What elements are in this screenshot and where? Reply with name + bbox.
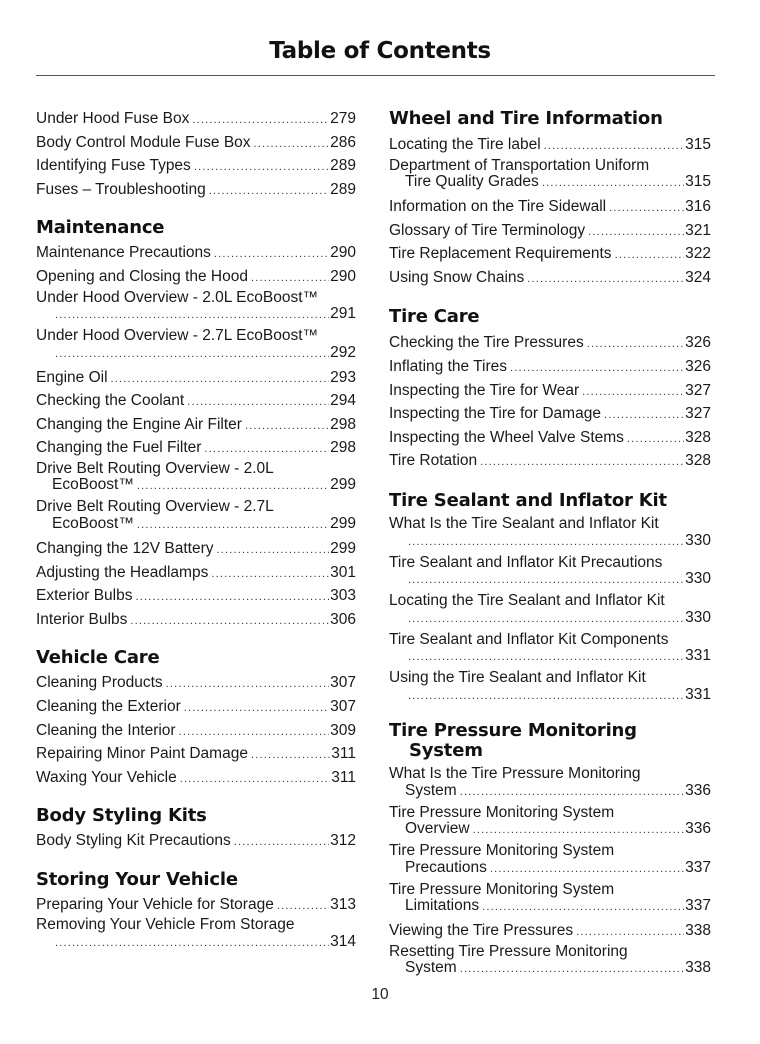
toc-entry-page-number: 307 bbox=[330, 697, 356, 715]
toc-entry-title: Cleaning the Interior bbox=[36, 721, 176, 739]
toc-entry-title: Changing the 12V Battery bbox=[36, 539, 214, 557]
toc-entry-title: Tire Replacement Requirements bbox=[389, 245, 612, 263]
toc-entry-title: What Is the Tire Sealant and Inflator Kit bbox=[389, 515, 659, 533]
toc-entry-title: Under Hood Overview - 2.0L EcoBoost™ bbox=[36, 288, 318, 306]
toc-entry-title: Body Control Module Fuse Box bbox=[36, 133, 251, 151]
toc-entry-page-number: 291 bbox=[330, 305, 356, 323]
dot-leader bbox=[576, 922, 684, 944]
toc-entry[interactable] bbox=[36, 830, 356, 854]
page-title: Table of Contents bbox=[269, 38, 491, 64]
toc-entry-line bbox=[389, 196, 711, 220]
toc-entry-line bbox=[36, 179, 356, 203]
section-heading-continuation: System bbox=[409, 740, 483, 762]
toc-entry-title: Body Styling Kit Precautions bbox=[36, 832, 231, 850]
toc-entry-page-number: 289 bbox=[330, 157, 356, 175]
toc-entry[interactable] bbox=[389, 632, 711, 666]
dot-leader bbox=[408, 534, 684, 551]
toc-entry-title-continuation: Tire Quality Grades bbox=[405, 173, 539, 191]
toc-entry[interactable] bbox=[36, 767, 356, 791]
dot-leader bbox=[527, 269, 684, 291]
toc-entry-page-number: 306 bbox=[330, 610, 356, 628]
toc-entry-page-number: 311 bbox=[331, 768, 356, 786]
toc-entry-title: Maintenance Precautions bbox=[36, 244, 211, 262]
toc-entry[interactable] bbox=[389, 516, 711, 550]
toc-entry-line bbox=[36, 390, 356, 414]
dot-leader bbox=[192, 110, 329, 132]
toc-entry-page-number: 299 bbox=[330, 476, 356, 494]
toc-entry-page-number: 337 bbox=[685, 858, 711, 876]
toc-entry[interactable] bbox=[389, 555, 711, 589]
toc-entry-line bbox=[389, 920, 711, 944]
dot-leader bbox=[408, 572, 684, 589]
toc-entry-title-continuation: EcoBoost™ bbox=[52, 514, 134, 532]
toc-entry-title: Locating the Tire Sealant and Inflator Kit bbox=[389, 592, 665, 610]
toc-entry-line bbox=[389, 174, 711, 192]
toc-entry-title: Adjusting the Headlamps bbox=[36, 563, 209, 581]
toc-entry-title: Engine Oil bbox=[36, 368, 108, 386]
toc-entry-title-continuation: Limitations bbox=[405, 897, 480, 915]
toc-entry-line bbox=[36, 242, 356, 266]
toc-entry-line bbox=[36, 585, 356, 609]
dot-leader bbox=[627, 429, 684, 451]
toc-entry-line bbox=[36, 609, 356, 633]
toc-entry-line bbox=[389, 134, 711, 158]
toc-entry-page-number: 298 bbox=[330, 439, 356, 457]
toc-entry-page-number: 311 bbox=[331, 745, 356, 763]
toc-entry-page-number: 279 bbox=[330, 110, 356, 127]
toc-entry-line bbox=[389, 571, 711, 589]
toc-entry[interactable] bbox=[389, 332, 711, 356]
toc-entry[interactable] bbox=[389, 805, 711, 839]
toc-entry-line bbox=[36, 477, 356, 495]
toc-entry[interactable] bbox=[36, 437, 356, 461]
dot-leader bbox=[254, 134, 330, 156]
toc-entry[interactable] bbox=[389, 220, 711, 244]
toc-entry-title: Tire Sealant and Inflator Kit Components bbox=[389, 630, 669, 648]
dot-leader bbox=[234, 832, 329, 854]
section-heading-text: Body Styling Kits bbox=[36, 805, 207, 827]
dot-leader bbox=[251, 745, 330, 767]
toc-entry[interactable] bbox=[389, 427, 711, 451]
toc-entry[interactable] bbox=[36, 720, 356, 744]
toc-entry-line bbox=[36, 538, 356, 562]
toc-entry-title: Inspecting the Tire for Wear bbox=[389, 381, 580, 399]
toc-entry-line bbox=[36, 767, 356, 791]
toc-entry-title: What Is the Tire Pressure Monitoring bbox=[389, 765, 641, 783]
dot-leader bbox=[214, 244, 329, 266]
toc-entry-title: Resetting Tire Pressure Monitoring bbox=[389, 942, 628, 960]
toc-entry-title: Inflating the Tires bbox=[389, 358, 508, 376]
toc-entry-title: Changing the Fuel Filter bbox=[36, 439, 202, 457]
toc-entry-line bbox=[389, 533, 711, 551]
toc-entry-page-number: 299 bbox=[330, 514, 356, 532]
toc-entry[interactable] bbox=[36, 414, 356, 438]
toc-entry-line bbox=[389, 783, 711, 801]
toc-entry[interactable] bbox=[36, 499, 356, 533]
dot-leader bbox=[217, 540, 330, 562]
dot-leader bbox=[408, 688, 684, 705]
toc-entry-title: Viewing the Tire Pressures bbox=[389, 922, 574, 940]
dot-leader bbox=[130, 611, 329, 633]
toc-entry[interactable] bbox=[389, 196, 711, 220]
toc-entry-title-continuation: Overview bbox=[405, 820, 470, 838]
dot-leader bbox=[460, 961, 684, 978]
toc-entry-line bbox=[389, 356, 711, 380]
toc-entry-page-number: 290 bbox=[330, 244, 356, 262]
toc-entry-title: Fuses – Troubleshooting bbox=[36, 180, 206, 198]
toc-entry-line bbox=[389, 403, 711, 427]
toc-entry[interactable] bbox=[36, 585, 356, 609]
toc-entry-title: Repairing Minor Paint Damage bbox=[36, 745, 248, 763]
section-heading bbox=[36, 218, 356, 238]
toc-entry[interactable] bbox=[36, 672, 356, 696]
dot-leader bbox=[180, 769, 331, 791]
dot-leader bbox=[544, 136, 684, 158]
dot-leader bbox=[166, 674, 329, 696]
toc-entry-title: Checking the Coolant bbox=[36, 392, 185, 410]
title-divider bbox=[36, 75, 715, 76]
section-heading-text: Maintenance bbox=[36, 217, 165, 239]
toc-entry-title: Cleaning Products bbox=[36, 674, 163, 692]
toc-entry-title: Waxing Your Vehicle bbox=[36, 768, 177, 786]
toc-entry-line bbox=[389, 898, 711, 916]
toc-entry-line bbox=[36, 516, 356, 534]
toc-entry[interactable] bbox=[389, 380, 711, 404]
toc-entry-line bbox=[36, 437, 356, 461]
toc-entry-page-number: 327 bbox=[685, 381, 711, 399]
toc-entry[interactable] bbox=[389, 356, 711, 380]
toc-entry-title: Tire Pressure Monitoring System bbox=[389, 880, 615, 898]
toc-column-left bbox=[36, 108, 356, 956]
toc-entry-line bbox=[389, 220, 711, 244]
toc-entry-page-number: 336 bbox=[685, 820, 711, 838]
toc-entry[interactable] bbox=[36, 894, 356, 918]
toc-entry[interactable] bbox=[36, 743, 356, 767]
toc-entry-line bbox=[389, 821, 711, 839]
dot-leader bbox=[588, 222, 684, 244]
toc-entry[interactable] bbox=[36, 367, 356, 391]
toc-entry-title: Using Snow Chains bbox=[389, 268, 525, 286]
toc-entry-page-number: 330 bbox=[685, 608, 711, 626]
toc-entry-line bbox=[36, 672, 356, 696]
toc-entry[interactable] bbox=[389, 403, 711, 427]
dot-leader bbox=[211, 564, 329, 586]
toc-entry-line bbox=[36, 720, 356, 744]
toc-entry-title: Using the Tire Sealant and Inflator Kit bbox=[389, 669, 646, 687]
toc-entry-title: Checking the Tire Pressures bbox=[389, 334, 584, 352]
toc-entry-page-number: 331 bbox=[685, 647, 711, 665]
toc-entry[interactable] bbox=[36, 132, 356, 156]
section-heading-text: Tire Care bbox=[389, 306, 480, 328]
toc-entry-line bbox=[389, 243, 711, 267]
section-heading bbox=[36, 870, 356, 890]
toc-entry-title: Interior Bulbs bbox=[36, 610, 128, 628]
toc-entry-line bbox=[389, 610, 711, 628]
toc-entry-page-number: 293 bbox=[330, 368, 356, 386]
dot-leader bbox=[55, 346, 329, 363]
dot-leader bbox=[137, 517, 329, 534]
toc-entry[interactable] bbox=[36, 290, 356, 324]
toc-entry-page-number: 326 bbox=[685, 334, 711, 352]
toc-entry[interactable] bbox=[36, 390, 356, 414]
section-heading bbox=[389, 491, 711, 511]
toc-entry-page-number: 315 bbox=[685, 173, 711, 191]
toc-entry-line bbox=[389, 687, 711, 705]
toc-entry-line bbox=[389, 427, 711, 451]
dot-leader bbox=[137, 478, 329, 495]
toc-entry[interactable] bbox=[36, 155, 356, 179]
toc-entry-page-number: 321 bbox=[685, 221, 711, 239]
toc-entry[interactable] bbox=[36, 266, 356, 290]
toc-entry[interactable] bbox=[36, 179, 356, 203]
toc-entry-line bbox=[36, 367, 356, 391]
dot-leader bbox=[542, 175, 684, 192]
toc-entry-page-number: 292 bbox=[330, 343, 356, 361]
toc-entry-line bbox=[36, 743, 356, 767]
dot-leader bbox=[187, 392, 329, 414]
toc-entry-title: Tire Sealant and Inflator Kit Precautions bbox=[389, 553, 663, 571]
toc-entry-line bbox=[36, 696, 356, 720]
toc-entry-line bbox=[36, 830, 356, 854]
dot-leader bbox=[473, 822, 685, 839]
toc-entry-line bbox=[389, 267, 711, 291]
toc-entry-line bbox=[36, 345, 356, 363]
toc-entry[interactable] bbox=[389, 134, 711, 158]
toc-entry-line bbox=[389, 860, 711, 878]
dot-leader bbox=[408, 649, 684, 666]
section-heading bbox=[389, 307, 711, 327]
toc-entry-page-number: 322 bbox=[685, 245, 711, 263]
toc-entry-page-number: 338 bbox=[685, 959, 711, 977]
section-heading-text: Vehicle Care bbox=[36, 647, 160, 669]
toc-entry-title: Opening and Closing the Hood bbox=[36, 267, 248, 285]
toc-entry-page-number: 338 bbox=[685, 922, 711, 940]
toc-entry-page-number: 324 bbox=[685, 268, 711, 286]
toc-entry-page-number: 299 bbox=[330, 539, 356, 557]
toc-entry-page-number: 330 bbox=[685, 531, 711, 549]
toc-entry-line bbox=[389, 648, 711, 666]
toc-entry-title: Locating the Tire label bbox=[389, 136, 541, 153]
dot-leader bbox=[184, 698, 329, 720]
toc-entry-title: Identifying Fuse Types bbox=[36, 157, 191, 175]
toc-entry-title: Department of Transportation Uniform bbox=[389, 156, 650, 174]
toc-entry-line bbox=[36, 414, 356, 438]
toc-entry-page-number: 312 bbox=[330, 832, 356, 850]
dot-leader bbox=[251, 268, 329, 290]
toc-entry-title-continuation: System bbox=[405, 781, 457, 799]
toc-entry[interactable] bbox=[36, 538, 356, 562]
dot-leader bbox=[615, 245, 685, 267]
toc-entry[interactable] bbox=[389, 670, 711, 704]
toc-entry-page-number: 286 bbox=[330, 133, 356, 151]
dot-leader bbox=[482, 899, 684, 916]
dot-leader bbox=[179, 722, 330, 744]
toc-entry-page-number: 331 bbox=[685, 685, 711, 703]
toc-entry-line bbox=[389, 960, 711, 978]
toc-entry-line bbox=[36, 894, 356, 918]
toc-entry-title-continuation: EcoBoost™ bbox=[52, 476, 134, 494]
toc-entry-title: Removing Your Vehicle From Storage bbox=[36, 916, 295, 934]
toc-entry[interactable] bbox=[389, 882, 711, 916]
toc-entry[interactable] bbox=[36, 328, 356, 362]
dot-leader bbox=[480, 452, 684, 474]
toc-entry-page-number: 316 bbox=[685, 198, 711, 216]
dot-leader bbox=[582, 382, 684, 404]
toc-column-right bbox=[389, 108, 711, 982]
toc-entry-line bbox=[36, 306, 356, 324]
toc-entry-title-continuation: Precautions bbox=[405, 858, 487, 876]
section-heading-text: Tire Sealant and Inflator Kit bbox=[389, 490, 667, 512]
toc-entry[interactable] bbox=[36, 242, 356, 266]
section-heading bbox=[389, 721, 711, 761]
toc-entry-page-number: 330 bbox=[685, 570, 711, 588]
dot-leader bbox=[408, 611, 684, 628]
toc-entry-page-number: 303 bbox=[330, 587, 356, 605]
toc-entry-title: Drive Belt Routing Overview - 2.7L bbox=[36, 498, 274, 516]
toc-entry-page-number: 336 bbox=[685, 781, 711, 799]
toc-entry-page-number: 289 bbox=[330, 180, 356, 198]
toc-entry[interactable] bbox=[36, 562, 356, 586]
section-heading bbox=[36, 648, 356, 668]
toc-entry-page-number: 326 bbox=[685, 358, 711, 376]
toc-entry-page-number: 307 bbox=[330, 674, 356, 692]
dot-leader bbox=[55, 307, 329, 324]
section-heading-text: Tire Pressure Monitoring bbox=[389, 720, 637, 742]
toc-entry-line bbox=[36, 108, 356, 132]
dot-leader bbox=[609, 198, 684, 220]
toc-entry-page-number: 313 bbox=[330, 895, 356, 913]
toc-entry-page-number: 328 bbox=[685, 428, 711, 446]
toc-entry-title: Under Hood Overview - 2.7L EcoBoost™ bbox=[36, 327, 318, 345]
toc-entry-page-number: 290 bbox=[330, 267, 356, 285]
toc-entry[interactable] bbox=[36, 108, 356, 132]
toc-entry-title: Tire Pressure Monitoring System bbox=[389, 842, 615, 860]
toc-entry[interactable] bbox=[36, 461, 356, 495]
toc-entry[interactable] bbox=[389, 843, 711, 877]
dot-leader bbox=[55, 935, 329, 952]
dot-leader bbox=[204, 439, 329, 461]
dot-leader bbox=[111, 369, 330, 391]
dot-leader bbox=[587, 334, 684, 356]
dot-leader bbox=[194, 157, 329, 179]
toc-entry[interactable] bbox=[389, 944, 711, 978]
toc-entry[interactable] bbox=[389, 158, 711, 192]
toc-entry[interactable] bbox=[36, 917, 356, 951]
toc-entry[interactable] bbox=[389, 920, 711, 944]
toc-entry-title: Tire Rotation bbox=[389, 452, 478, 470]
dot-leader bbox=[510, 358, 684, 380]
dot-leader bbox=[490, 861, 684, 878]
toc-entry-page-number: 294 bbox=[330, 392, 356, 410]
toc-entry-line bbox=[36, 132, 356, 156]
section-heading bbox=[36, 806, 356, 826]
toc-entry-line bbox=[36, 266, 356, 290]
dot-leader bbox=[245, 416, 329, 438]
toc-entry[interactable] bbox=[389, 766, 711, 800]
section-heading bbox=[389, 109, 711, 129]
page-number: 10 bbox=[371, 986, 389, 1003]
toc-entry-title: Glossary of Tire Terminology bbox=[389, 221, 586, 239]
toc-entry-title: Under Hood Fuse Box bbox=[36, 110, 190, 127]
toc-entry[interactable] bbox=[389, 243, 711, 267]
toc-entry-line bbox=[36, 155, 356, 179]
toc-entry-line bbox=[36, 562, 356, 586]
toc-entry-title: Information on the Tire Sidewall bbox=[389, 198, 607, 216]
toc-entry-title: Inspecting the Wheel Valve Stems bbox=[389, 428, 624, 446]
dot-leader bbox=[460, 784, 684, 801]
dot-leader bbox=[135, 587, 329, 609]
dot-leader bbox=[209, 181, 329, 203]
toc-entry-line bbox=[389, 450, 711, 474]
toc-entry-line bbox=[389, 380, 711, 404]
dot-leader bbox=[277, 896, 329, 918]
toc-entry[interactable] bbox=[389, 450, 711, 474]
toc-entry[interactable] bbox=[36, 696, 356, 720]
toc-entry-line bbox=[36, 934, 356, 952]
toc-entry-title: Cleaning the Exterior bbox=[36, 697, 181, 715]
toc-entry[interactable] bbox=[389, 593, 711, 627]
toc-entry-page-number: 301 bbox=[330, 563, 356, 581]
toc-entry[interactable] bbox=[389, 267, 711, 291]
toc-entry-page-number: 314 bbox=[330, 932, 356, 950]
toc-entry-page-number: 309 bbox=[330, 721, 356, 739]
toc-entry-page-number: 337 bbox=[685, 897, 711, 915]
toc-entry-page-number: 327 bbox=[685, 405, 711, 423]
dot-leader bbox=[604, 405, 684, 427]
toc-entry-page-number: 315 bbox=[685, 136, 711, 153]
toc-entry-title: Exterior Bulbs bbox=[36, 587, 133, 605]
toc-entry-title: Tire Pressure Monitoring System bbox=[389, 803, 615, 821]
toc-entry-title: Inspecting the Tire for Damage bbox=[389, 405, 601, 423]
toc-entry-title: Changing the Engine Air Filter bbox=[36, 415, 242, 433]
toc-entry-title: Preparing Your Vehicle for Storage bbox=[36, 895, 274, 913]
toc-entry-page-number: 298 bbox=[330, 415, 356, 433]
section-heading-text: Storing Your Vehicle bbox=[36, 868, 238, 890]
toc-entry[interactable] bbox=[36, 609, 356, 633]
section-heading-text: Wheel and Tire Information bbox=[389, 108, 663, 129]
toc-entry-title-continuation: System bbox=[405, 959, 457, 977]
toc-entry-page-number: 328 bbox=[685, 452, 711, 470]
toc-entry-line bbox=[389, 332, 711, 356]
toc-entry-title: Drive Belt Routing Overview - 2.0L bbox=[36, 459, 274, 477]
